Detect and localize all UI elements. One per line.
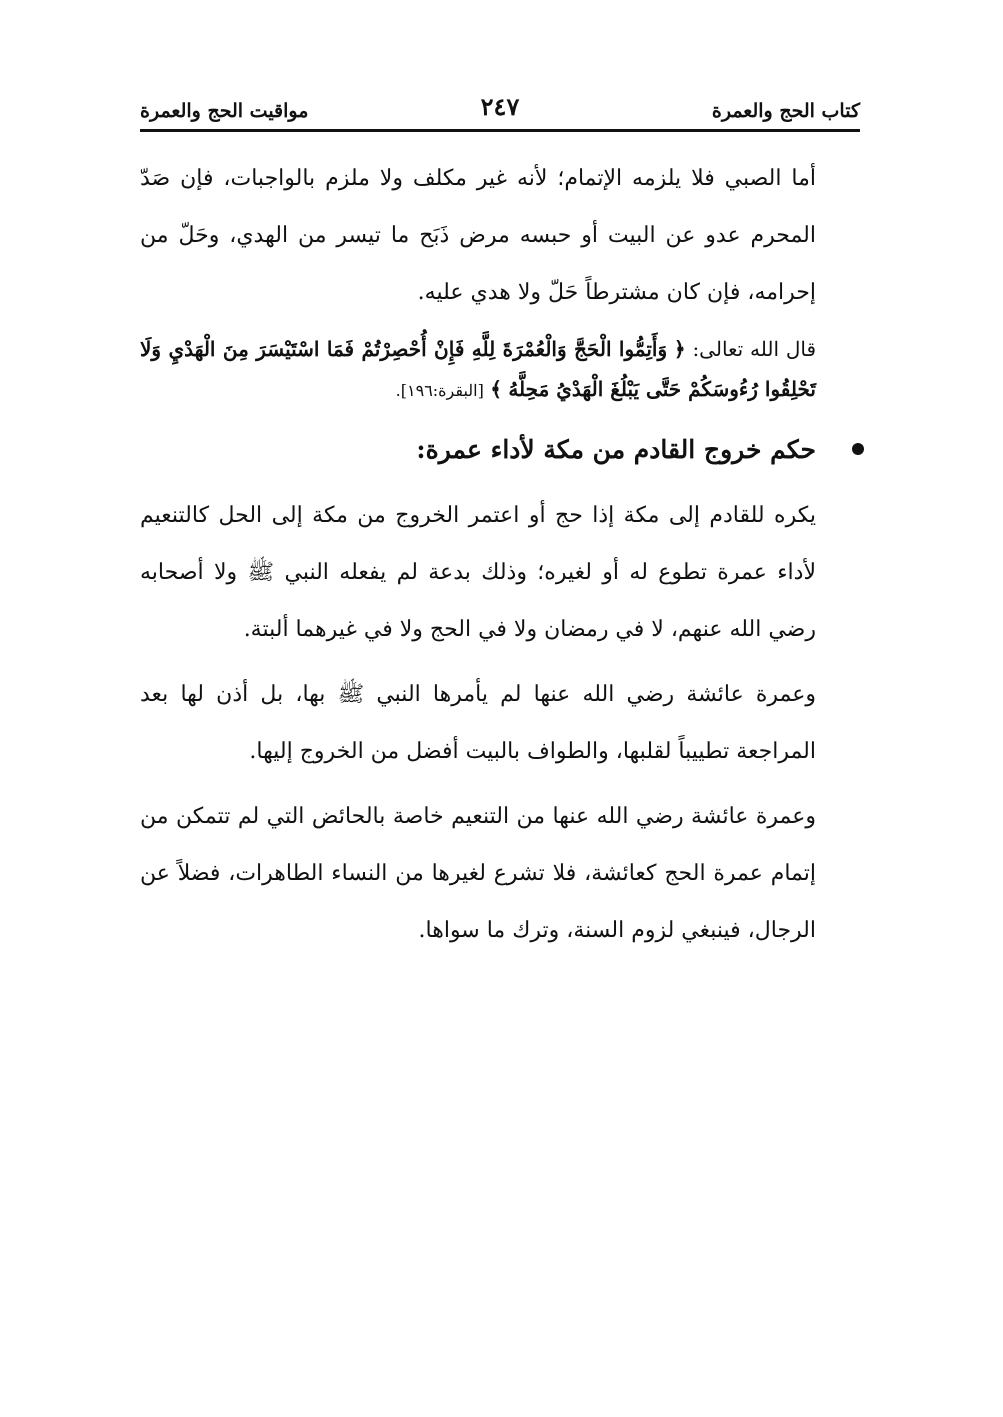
page-body (140, 150, 816, 967)
quote-verse: وَأَتِمُّوا الْحَجَّ وَالْعُمْرَةَ لِلَّهِ فَإِنْ أُحْصِرْتُمْ فَمَا اسْتَيْسَرَ مِنَ الْهَدْيِ وَلَا تَحْلِقُوا رُءُوسَكُمْ حَتَّى يَبْلُغَ الْهَدْيُ مَحِلَّهُ (140, 337, 816, 401)
bullet-icon (852, 443, 864, 455)
section-heading-text: حكم خروج القادم من مكة لأداء عمرة: (416, 435, 816, 464)
quote-open-bracket: ﴿ (673, 337, 686, 361)
quran-quote (140, 329, 816, 411)
chapter-title: مواقيت الحج والعمرة (140, 100, 309, 122)
paragraph-1: أما الصبي فلا يلزمه الإتمام؛ لأنه غير مكلف ولا ملزم بالواجبات، فإن صَدّ المحرم عدو عن البيت أو حبسه مرض ذَبَح ما تيسر من الهدي، وحَلّ من إحرامه، فإن كان مشترطاً حَلّ ولا هدي عليه. (140, 166, 816, 305)
header-divider (140, 129, 860, 132)
quote-close-bracket: ﴾ (490, 377, 502, 401)
paragraph-3: وعمرة عائشة رضي الله عنها لم يأمرها النبي ﷺ بها، بل أذن لها بعد المراجعة تطييباً لقلبها، والطواف بالبيت أفضل من الخروج إليها. (140, 682, 816, 764)
paragraph-2: يكره للقادم إلى مكة إذا حج أو اعتمر الخروج من مكة إلى الحل كالتنعيم لأداء عمرة تطوع له أو لغيره؛ وذلك بدعة لم يفعله النبي ﷺ ولا أصحابه رضي الله عنهم، لا في رمضان ولا في الحج ولا في غيرهما ألبتة. (140, 503, 816, 642)
page-header (140, 92, 860, 132)
section-heading (140, 425, 816, 475)
book-title: كتاب الحج والعمرة (711, 100, 860, 122)
quote-reference: [البقرة:١٩٦]. (395, 381, 484, 400)
paragraph-4: وعمرة عائشة رضي الله عنها من التنعيم خاصة بالحائض التي لم تتمكن من إتمام عمرة الحج كعائشة، فلا تشرع لغيرها من النساء الطاهرات، فضلاً عن الرجال، فينبغي لزوم السنة، وترك ما سواها. (140, 804, 816, 943)
page-number: ٢٤٧ (480, 92, 520, 121)
quote-intro: قال الله تعالى: (692, 337, 817, 361)
